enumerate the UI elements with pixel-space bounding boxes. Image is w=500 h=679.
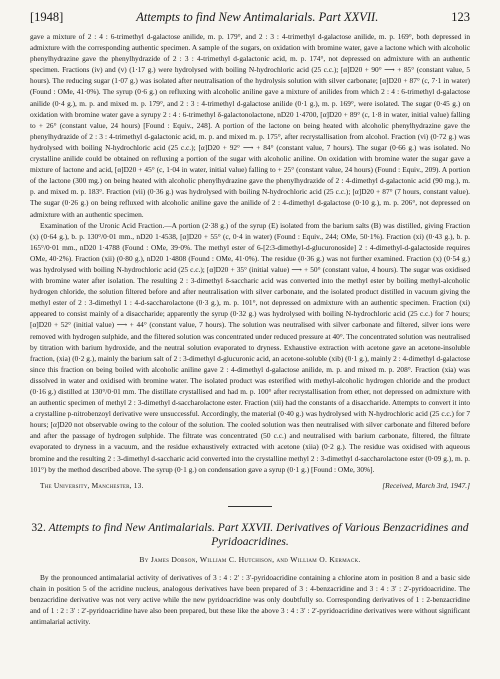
section-divider	[228, 506, 272, 507]
running-title: Attempts to find New Antimalarials. Part XXVII.	[136, 10, 379, 24]
signoff	[30, 481, 470, 490]
article-title	[30, 521, 470, 549]
abstract-paragraph: By the pronounced antimalarial activity of derivatives of 3 : 4 : 2′ : 3′-pyridoacridine containing a chlorine atom in position 8 and a basic side chain in position 5 of the acridine nucleus, analogous derivatives have been prepared of 3 : 4-benzacridine and 3 : 4 : 3′ : 2′-pyridoacridine. The benzacridine derivative was not very active while the new pyridoacridine was only doubtfully so. Corresponding derivatives of 1 : 2-benzacridine and of 1 : 2 : 3′ : 2′-pyridoacridine have also been prepared, but these like the above 3 : 4 : 3′ : 2′-pyridoacridine derivatives were without significant antimalarial activity.	[30, 572, 470, 627]
article-number: 32.	[31, 520, 46, 534]
institution: The University, Manchester, 13.	[40, 480, 144, 490]
article-title-text: Attempts to find New Antimalarials. Part XXVII. Derivatives of Various Benzacridines and Pyridoacridines.	[48, 520, 469, 548]
year-bracket: [1948]	[30, 10, 64, 24]
page-number: 123	[451, 10, 470, 24]
body-text	[30, 31, 470, 475]
abstract	[30, 572, 470, 627]
body-paragraph: gave a mixture of 2 : 4 : 6-trimethyl d-galactose anilide, m. p. 179°, and 2 : 3 : 4-trimethyl d-galactose anilide, m. p. 169°, both depressed in admixture with the corresponding authentic specimen. A sample of the sugars, on oxidation with bromine water, gave a lactone which with alcoholic phenylhydrazine gave the phenylhydrazide of 2 : 3 : 4-trimethyl d-galactonic acid, m. p. 174°, not depressed on admixture with an authentic specimen. Fractions (iv) and (v) (1·17 g.) were hydrolysed with boiling N-hydrochloric acid (25 c.c.); [α]D20 + 90° ⟶ + 85° (constant value, 5 hours). The reducing sugar (1·07 g.) was isolated after neutralisation of the hydrolysis solution with silver carbonate; [α]D20 + 87° (c, 7·1 in water) (Found : OMe, 41·0%). The syrup (0·6 g.) on refluxing with alcoholic aniline gave a mixture of anilides from which 2 : 4 : 6-trimethyl d-galactose anilide (0·4 g.), m. p. and mixed m. p. 179°, and 2 : 3 : 4-trimethyl d-galactose anilide (0·1 g.), m. p. 169°, were isolated. The sugar (0·45 g.) on oxidation with bromine water gave a syrupy 2 : 4 : 6-trimethyl δ-galactonolactone, nD20 1·4700, [α]D20 + 89° (c, 1·8 in water, initial value) falling to + 26° (constant value, 24 hours) [Found : Equiv., 248]. A portion of the lactone on being heated with alcoholic phenylhydrazine gave the phenylhydrazide of 2 : 3 : 4-trimethyl d-galactonic acid, m. p. and mixed m. p. 175°, after recrystallisation from alcohol. Fraction (vi) (0·72 g.) was hydrolysed with boiling N-hydrochloric acid (25 c.c.); [α]D20 + 92° ⟶ + 84° (constant value, 7 hours). The sugar (0·66 g.) was isolated. No crystalline anilide could be obtained on refluxing a portion of the sugar with alcoholic aniline. On oxidation with bromine water the sugar gave a mixture of lactone and acid, [α]D20 + 45° (c, 1·04 in water, initial value) falling to + 25° (constant value, 24 hours) (Found : Equiv., 209). A portion of the lactone (300 mg.) on being heated with alcoholic phenylhydrazine gave the phenylhydrazide of 2 : 4-dimethyl d-galactonic acid (90 mg.), m. p. and mixed m. p. 183°. Fraction (vii) (0·36 g.) was hydrolysed with boiling N-hydrochloric acid (25 c.c.); [α]D20 + 87° (7 hours, constant value). The sugar (0·26 g.) on being refluxed with alcoholic aniline gave the anilide of 2 : 4-dimethyl d-galactose (0·10 g.), m. p. 206°, not depressed on admixture with an authentic specimen.	[30, 32, 470, 219]
body-paragraph: Examination of the Uronic Acid Fraction.—A portion (2·38 g.) of the syrup (E) isolated from the barium salts (B) was distilled, giving Fraction (x) (0·64 g.), b. p. 130°/0·01 mm., nD20 1·4538, [α]D20 + 55° (c, 0·4 in water) (Found : Equiv., 244; OMe, 50·1%). Fraction (xi) (0·43 g.), b. p. 165°/0·01 mm., nD20 1·4788 (Found : OMe, 39·0%. The methyl ester of 6-[2:3-dimethyl-d-glucuronoside] 2 : 4-dimethyl-d-galactoside requires OMe, 40·2%). Fraction (xii) (0·80 g.), nD20 1·4808 (Found : OMe, 41·0%). The residue (0·36 g.) was not further examined. Fraction (x) (0·54 g.) was hydrolysed with boiling N-hydrochloric acid (25 c.c.); [α]D20 + 35° (initial value) ⟶ + 50° (constant value, 4 hours). The sugar was oxidised with bromine water after isolation. The resulting 2 : 3-dimethyl δ-saccharic acid was converted into the methyl ester by boiling methyl-alcoholic hydrogen chloride, the solution filtered before and after neutralisation with silver carbonate, and the isolated product distilled in vacuum giving the methyl ester of 2 : 3-dimethyl 1 : 4-d-saccharolactone (0·3 g.), m. p. 101°, not depressed on admixture with an authentic specimen. Fraction (xi) appeared to consist mainly of a disaccharide; apparently the syrup (0·32 g.) was hydrolysed with boiling N-hydrochloric acid (25 c.c.) for 7 hours; [α]D20 + 52° (initial value) ⟶ + 44° (constant value, 7 hours). The solution was neutralised with silver carbonate and filtered, silver ions were removed with hydrogen sulphide, and the filtered solution was concentrated under reduced pressure at 40°. The concentrated solution was neutralised by titration with barium hydroxide, and the neutral solution evaporated to dryness. Exhaustive extraction with acetone gave an acetone-insoluble fraction, (xia) (0·2 g.), mainly the barium salt of 2 : 3-dimethyl d-glucuronic acid, an acetone-soluble (xib) (0·1 g.), mainly 2 : 4-dimethyl d-galactose since this fraction on being boiled with alcoholic aniline gave 2 : 4-dimethyl d-galactose anilide, m. p. and mixed m. p. 208°. Fraction (xia) was dissolved in water and oxidised with bromine water. The isolated product was esterified with methyl-alcoholic hydrogen chloride and the product (0·16 g.) distilled at 130°/0·01 mm. The distillate crystallised and had m. p. 100° after recrystallisation from ether, not depressed on admixture with an authentic specimen of methyl 2 : 3-dimethyl d-saccharolactone ester. Fraction (xii) had the constants of a disaccharide. Attempts to convert it into a crystalline p-nitrobenzoyl derivative were unsuccessful. Accordingly, the material (0·40 g.) was hydrolysed with N-hydrochloric acid (25 c.c.) for 7 hours; [α]D20 not observable owing to the colour of the solution. The cooled solution was then neutralised with silver carbonate and filtered before and after the passage of hydrogen sulphide. The filtrate was concentrated (50 c.c.) and neutralised with barium carbonate, filtered, the filtrate evaporated to dryness in a vacuum, and the residue exhaustively extracted with acetone (xiia) (0·2 g.). The residue was oxidised with aqueous bromine and the resulting 2 : 3-dimethyl d-saccharic acid converted into the crystalline methyl 2 : 3-dimethyl d-saccharolactone ester (0·09 g.), m. p. 101°) by the method described above. The syrup (0·1 g.) on condensation gave a syrup (0·1 g.) [Found : OMe, 30%].	[30, 220, 470, 474]
article-authors: By James Dobson, William C. Hutchison, and William O. Kermack.	[139, 554, 361, 564]
running-header	[30, 10, 470, 25]
received-date: [Received, March 3rd, 1947.]	[382, 480, 470, 490]
